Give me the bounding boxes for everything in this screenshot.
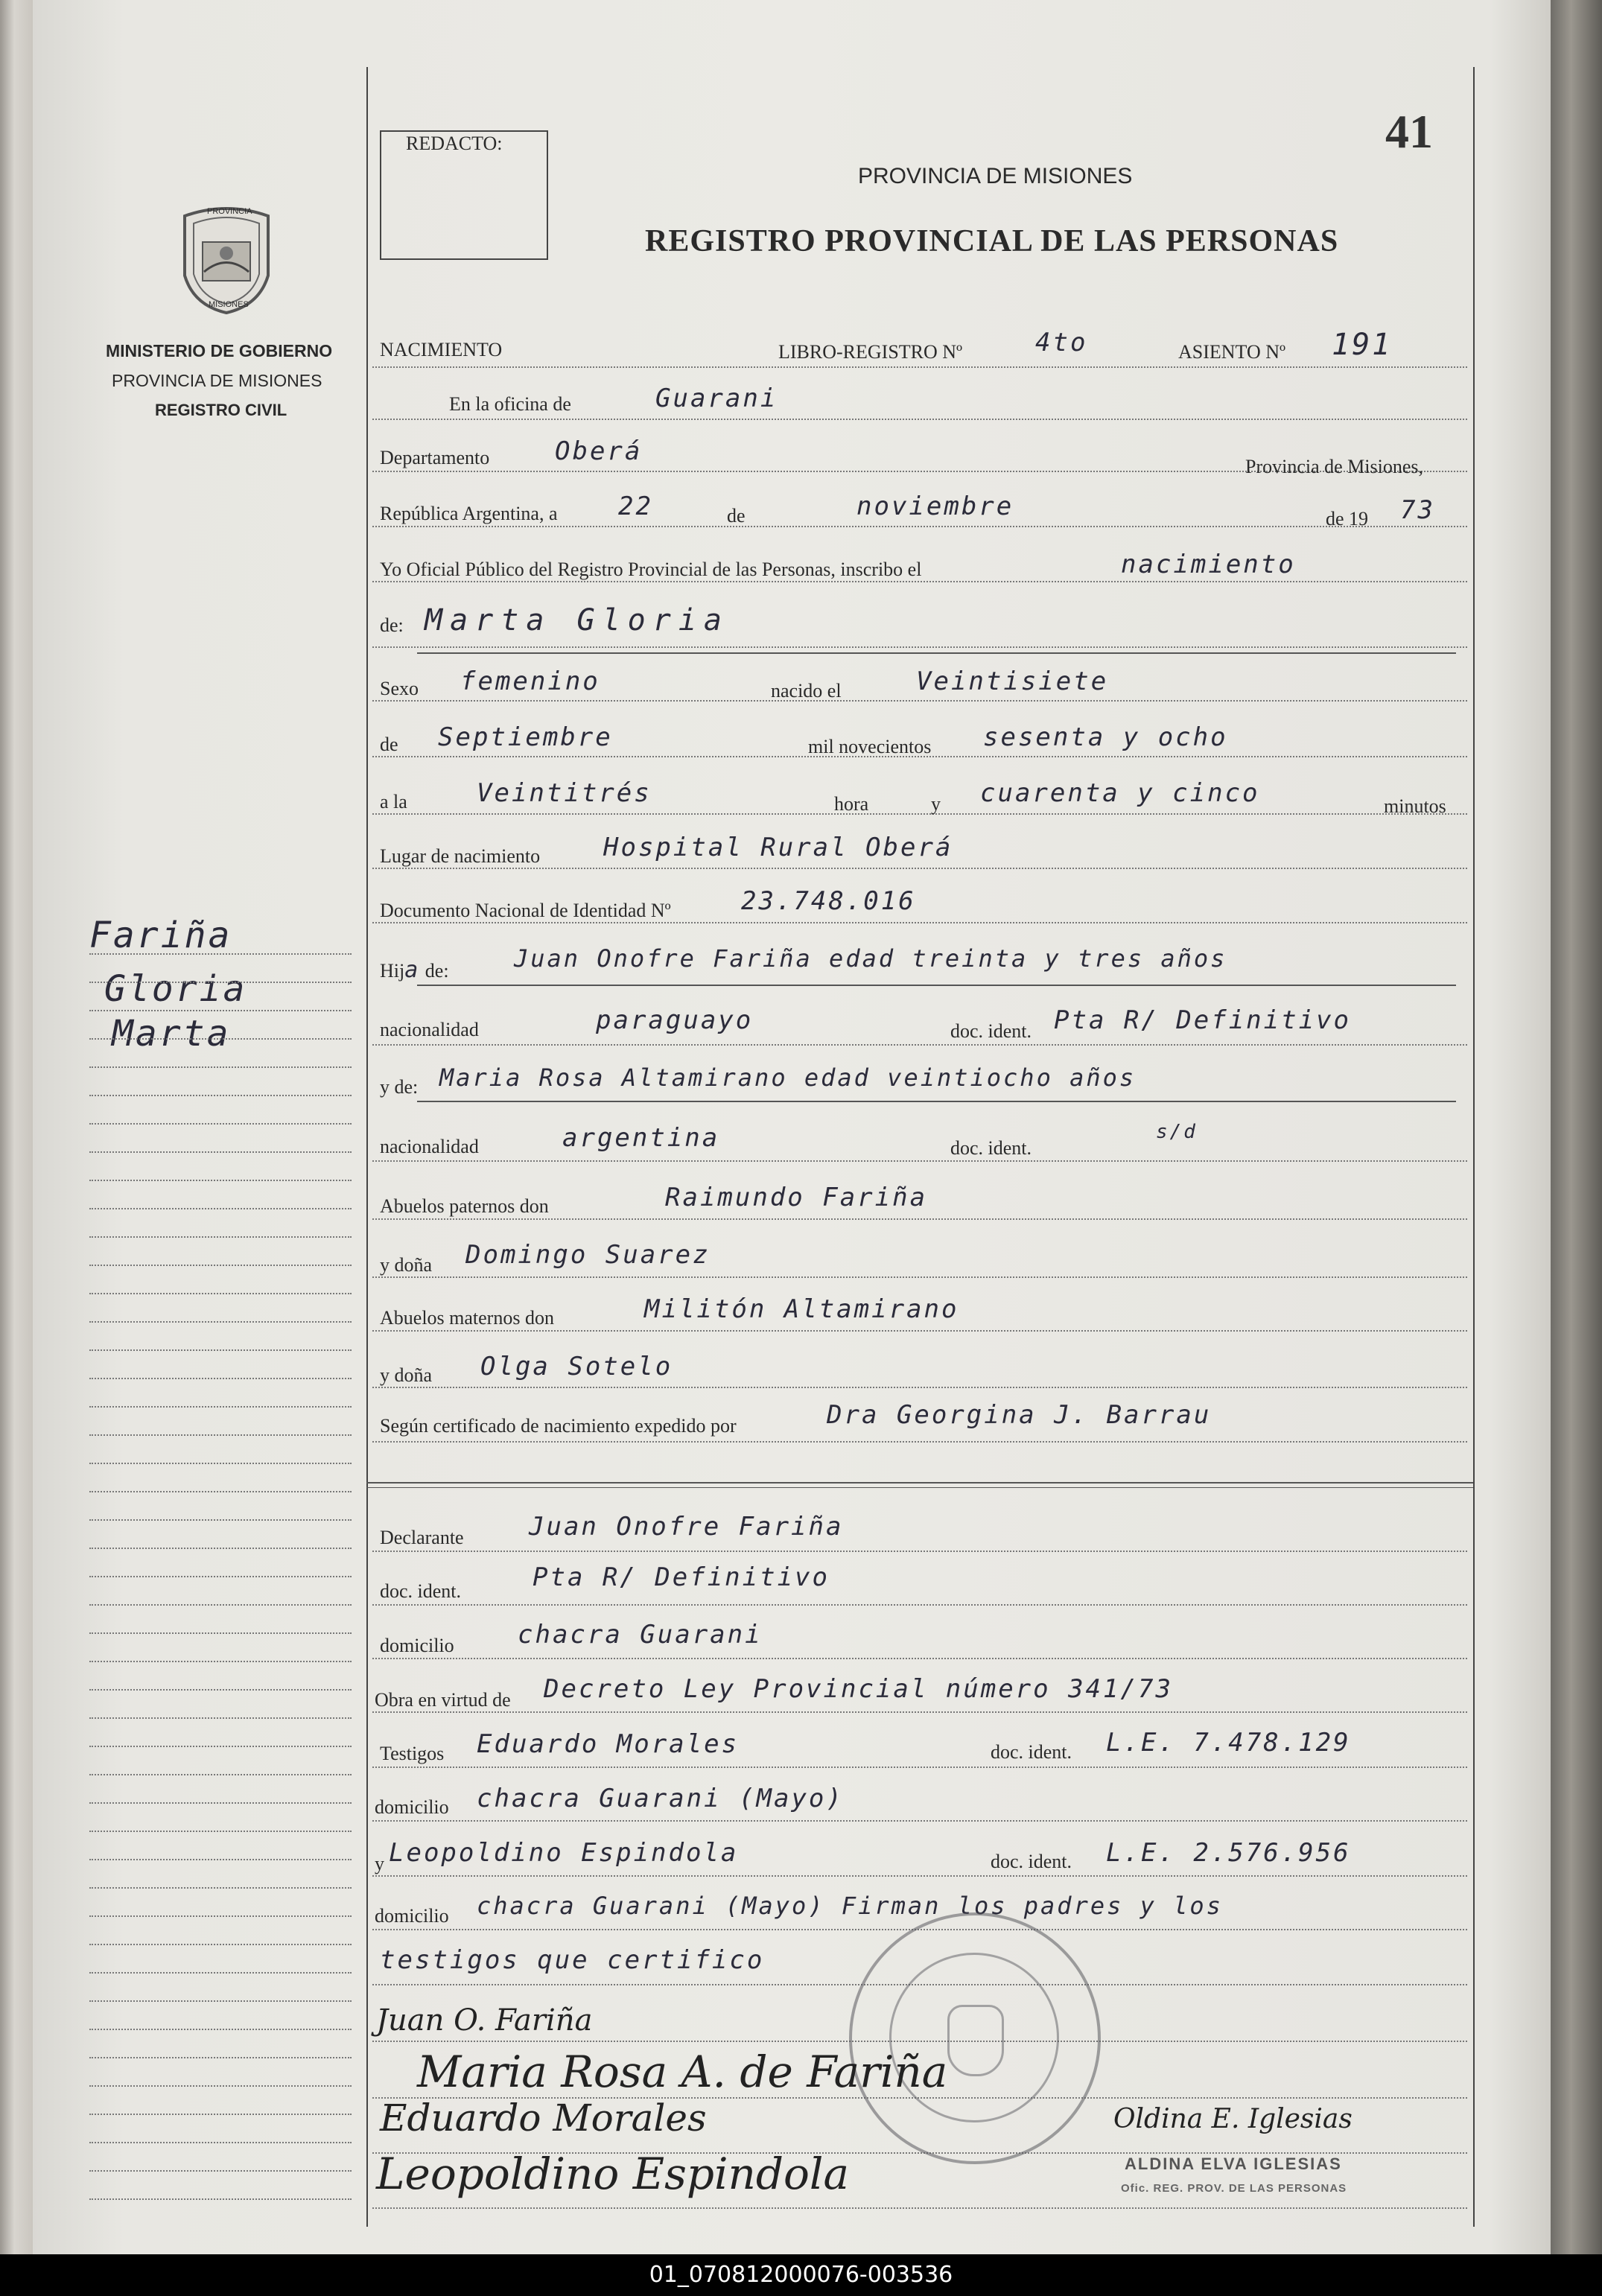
declarante-doc-value: Pta R/ Definitivo: [533, 1562, 830, 1592]
declarante-value: Juan Onofre Fariña: [529, 1512, 844, 1542]
margin-ruled-line: [89, 1378, 352, 1379]
form-ruled-line: [372, 1160, 1467, 1162]
provincia-suffix: Provincia de Misiones,: [1245, 456, 1424, 477]
form-right-border: [1473, 67, 1475, 2227]
margin-ruled-line: [89, 1406, 352, 1408]
padre-nacionalidad-label: nacionalidad: [380, 1019, 479, 1040]
form-ruled-line: [372, 813, 1467, 815]
padre-value: Juan Onofre Fariña edad treinta y tres años: [514, 944, 1227, 973]
inscribed-name: Marta Gloria: [425, 603, 729, 637]
margin-ruled-line: [89, 1293, 352, 1294]
page-number: 41: [1385, 105, 1433, 158]
mes-nacimiento-value: Septiembre: [438, 722, 613, 752]
lugar-label: Lugar de nacimiento: [380, 845, 541, 867]
form-ruled-line: [372, 868, 1467, 869]
signature-father: Juan O. Fariña: [376, 2003, 593, 2038]
abuela-materna-label: y doña: [380, 1364, 433, 1386]
abuela-paterna-value: Domingo Suarez: [465, 1240, 711, 1270]
margin-ruled-line: [89, 1151, 352, 1153]
form-ruled-line: [372, 1766, 1467, 1768]
declarante-label: Declarante: [380, 1527, 464, 1548]
image-id-footer: 01_070812000076-003536: [0, 2254, 1602, 2296]
hijo-de-label: de:: [425, 960, 449, 982]
nacido-label: nacido el: [771, 680, 842, 702]
signature-mother: Maria Rosa A. de Fariña: [417, 2047, 948, 2097]
dni-label: Documento Nacional de Identidad Nº: [380, 900, 671, 921]
margin-ruled-line: [89, 1689, 352, 1691]
form-ruled-line: [372, 526, 1467, 527]
margin-given-name-1: Gloria: [104, 968, 247, 1010]
year-value: 73: [1400, 495, 1435, 525]
de-label: de: [727, 505, 746, 527]
oficina-label: En la oficina de: [449, 393, 571, 415]
form-ruled-line: [372, 1711, 1467, 1713]
hijo-suffix: a: [404, 957, 421, 983]
form-ruled-line: [372, 366, 1467, 368]
de-name-label: de:: [380, 614, 404, 636]
form-ruled-line: [372, 646, 1467, 648]
section-separator-2: [366, 1487, 1473, 1488]
abuela-paterna-label: y doña: [380, 1254, 433, 1276]
departamento-label: Departamento: [380, 447, 490, 468]
signature-official: Oldina E. Iglesias: [1113, 2104, 1353, 2134]
padre-doc-label: doc. ident.: [950, 1020, 1032, 1042]
margin-ruled-line: [89, 2114, 352, 2115]
form-left-border: [366, 67, 368, 2227]
redacto-label: REDACTO:: [406, 133, 503, 154]
madre-nacionalidad-value: argentina: [562, 1123, 720, 1153]
form-ruled-line: [372, 1330, 1467, 1332]
declarante-domicilio-value: chacra Guarani: [518, 1620, 763, 1650]
form-ruled-line: [372, 1441, 1467, 1443]
ministry-line-2: PROVINCIA DE MISIONES: [112, 371, 322, 390]
anio-nacimiento-value: sesenta y ocho: [983, 722, 1228, 752]
segun-value: Dra Georgina J. Barrau: [827, 1400, 1212, 1430]
oficial-text: Yo Oficial Público del Registro Provincial de las Personas, inscribo el: [380, 559, 922, 580]
nacido-value: Veintisiete: [916, 667, 1109, 696]
emblem-bottom-text: MISIONES: [209, 300, 249, 309]
margin-ruled-line: [89, 1632, 352, 1634]
ministry-line-3: REGISTRO CIVIL: [155, 401, 287, 419]
margin-ruled-line: [89, 2142, 352, 2143]
emblem-top-text: PROVINCIA: [207, 207, 252, 216]
margin-ruled-line: [89, 1236, 352, 1238]
margin-ruled-line: [89, 1548, 352, 1549]
departamento-value: Oberá: [555, 436, 643, 466]
margin-ruled-line: [89, 2170, 352, 2172]
obra-value: Decreto Ley Provincial número 341/73: [544, 1674, 1173, 1704]
abuela-materna-value: Olga Sotelo: [480, 1352, 673, 1381]
form-ruled-line: [372, 700, 1467, 702]
hijo-label: Hija de:: [380, 957, 449, 983]
mil-label: mil novecientos: [808, 736, 932, 757]
libro-label: LIBRO-REGISTRO Nº: [778, 341, 963, 363]
testigo2-y-label: y: [375, 1853, 384, 1874]
month-value: noviembre: [856, 492, 1014, 521]
margin-ruled-line: [89, 1831, 352, 1832]
closing-line: testigos que certifico: [380, 1945, 765, 1975]
signature-witness-2: Leopoldino Espindola: [376, 2149, 850, 2199]
oficina-value: Guarani: [655, 384, 778, 413]
libro-value: 4to: [1035, 328, 1088, 357]
lugar-value: Hospital Rural Oberá: [603, 833, 953, 862]
form-ruled-line: [372, 1218, 1467, 1220]
margin-ruled-line: [89, 1774, 352, 1775]
ministry-line-1: MINISTERIO DE GOBIERNO: [106, 341, 333, 360]
margin-ruled-line: [89, 1887, 352, 1889]
abuelo-paterno-value: Raimundo Fariña: [665, 1183, 928, 1212]
form-ruled-line: [372, 1044, 1467, 1046]
margin-ruled-line: [89, 1010, 352, 1011]
minutos-label: minutos: [1384, 795, 1446, 817]
minutos-value: cuarenta y cinco: [980, 778, 1260, 808]
declarante-domicilio-label: domicilio: [380, 1635, 454, 1656]
madre-doc-value: s/d: [1156, 1121, 1198, 1143]
margin-ruled-line: [89, 1095, 352, 1096]
margin-ruled-line: [89, 1915, 352, 1917]
margin-ruled-line: [89, 2085, 352, 2087]
provincial-emblem: [170, 201, 283, 317]
obra-label: Obra en virtud de: [375, 1689, 511, 1711]
year-label: de 19: [1326, 508, 1369, 530]
madre-doc-label: doc. ident.: [950, 1137, 1032, 1159]
margin-ruled-line: [89, 1180, 352, 1181]
margin-ruled-line: [89, 982, 352, 983]
asiento-value: 191: [1332, 328, 1393, 362]
form-ruled-line: [372, 1604, 1467, 1606]
margin-ruled-line: [89, 1576, 352, 1577]
testigo1-domicilio-value: chacra Guarani (Mayo): [477, 1784, 844, 1813]
abuelos-maternos-label: Abuelos maternos don: [380, 1307, 554, 1329]
book-binding-left: [0, 0, 36, 2296]
form-ruled-line: [372, 1875, 1467, 1877]
margin-ruled-line: [89, 1972, 352, 1974]
margin-ruled-line: [89, 1746, 352, 1747]
registry-seal: [849, 1912, 1101, 2164]
margin-ruled-line: [89, 1519, 352, 1521]
testigo2-domicilio-value: chacra Guarani (Mayo) Firman los padres y los: [477, 1892, 1223, 1920]
abuelos-paternos-label: Abuelos paternos don: [380, 1195, 549, 1217]
name-underline: [417, 985, 1456, 986]
testigo1-domicilio-label: domicilio: [375, 1796, 449, 1818]
testigo1-doc-label: doc. ident.: [991, 1741, 1072, 1763]
margin-ruled-line: [89, 1604, 352, 1606]
margin-ruled-line: [89, 1661, 352, 1662]
madre-nacionalidad-label: nacionalidad: [380, 1136, 479, 1157]
day-value: 22: [618, 492, 653, 521]
testigo2-domicilio-label: domicilio: [375, 1905, 449, 1927]
form-ruled-line: [372, 1551, 1467, 1552]
abuelo-materno-value: Militón Altamirano: [644, 1294, 959, 1324]
sexo-label: Sexo: [380, 678, 419, 699]
margin-ruled-line: [89, 2029, 352, 2030]
form-ruled-line: [372, 1276, 1467, 1278]
official-stamp-title: Ofic. REG. PROV. DE LAS PERSONAS: [1121, 2182, 1347, 2195]
testigo2-value: Leopoldino Espindola: [389, 1838, 739, 1868]
margin-ruled-line: [89, 2198, 352, 2200]
dni-value: 23.748.016: [741, 886, 916, 916]
section-separator: [366, 1482, 1473, 1484]
margin-ruled-line: [89, 1717, 352, 1719]
margin-ruled-line: [89, 2057, 352, 2058]
official-stamp-name: ALDINA ELVA IGLESIAS: [1125, 2155, 1342, 2173]
name-underline: [417, 1101, 1456, 1102]
declarante-doc-label: doc. ident.: [380, 1580, 462, 1602]
name-underline: [417, 652, 1456, 654]
form-ruled-line: [372, 581, 1467, 582]
hora-label: hora: [834, 793, 869, 815]
sexo-value: femenino: [460, 667, 600, 696]
form-ruled-line: [372, 922, 1467, 923]
margin-ruled-line: [89, 953, 352, 955]
padre-nacionalidad-value: paraguayo: [596, 1005, 754, 1035]
y-label: y: [931, 793, 941, 815]
margin-surname: Fariña: [89, 915, 232, 956]
form-ruled-line: [372, 1387, 1467, 1388]
margin-ruled-line: [89, 1321, 352, 1323]
margin-ruled-line: [89, 1038, 352, 1040]
book-binding-right: [1551, 0, 1602, 2254]
form-ruled-line: [372, 1658, 1467, 1659]
asiento-label: ASIENTO Nº: [1178, 341, 1286, 363]
form-ruled-line: [372, 1820, 1467, 1822]
margin-ruled-line: [89, 1123, 352, 1125]
margin-ruled-line: [89, 1066, 352, 1068]
margin-ruled-line: [89, 2000, 352, 2002]
madre-value: Maria Rosa Altamirano edad veintiocho años: [439, 1063, 1137, 1092]
segun-label: Según certificado de nacimiento expedido por: [380, 1415, 737, 1437]
testigo1-value: Eduardo Morales: [477, 1729, 740, 1759]
seal-emblem-icon: [947, 2005, 1004, 2076]
margin-ruled-line: [89, 1349, 352, 1351]
testigo2-doc-label: doc. ident.: [991, 1851, 1072, 1872]
margin-ruled-line: [89, 1944, 352, 1945]
a-la-label: a la: [380, 791, 407, 812]
margin-ruled-line: [89, 1463, 352, 1464]
margin-ruled-line: [89, 1265, 352, 1266]
margin-ruled-line: [89, 1859, 352, 1860]
testigos-label: Testigos: [380, 1743, 445, 1764]
padre-doc-value: Pta R/ Definitivo: [1054, 1005, 1351, 1035]
acto-value: nacimiento: [1121, 550, 1296, 579]
form-ruled-line: [372, 2207, 1467, 2209]
madre-label: y de:: [380, 1076, 419, 1098]
form-ruled-line: [372, 419, 1467, 420]
margin-ruled-line: [89, 1434, 352, 1436]
margin-ruled-line: [89, 1802, 352, 1804]
province-title: PROVINCIA DE MISIONES: [858, 164, 1133, 188]
de2-label: de: [380, 734, 398, 755]
margin-given-name-2: Marta: [112, 1013, 231, 1055]
signature-witness-1: Eduardo Morales: [380, 2096, 707, 2140]
registry-title: REGISTRO PROVINCIAL DE LAS PERSONAS: [645, 224, 1339, 258]
nacimiento-label: NACIMIENTO: [380, 339, 503, 360]
hora-value: Veintitrés: [477, 778, 652, 808]
margin-ruled-line: [89, 1491, 352, 1492]
republica-label: República Argentina, a: [380, 503, 558, 524]
testigo2-doc-value: L.E. 2.576.956: [1106, 1838, 1351, 1868]
testigo1-doc-value: L.E. 7.478.129: [1106, 1728, 1351, 1758]
margin-ruled-line: [89, 1208, 352, 1209]
